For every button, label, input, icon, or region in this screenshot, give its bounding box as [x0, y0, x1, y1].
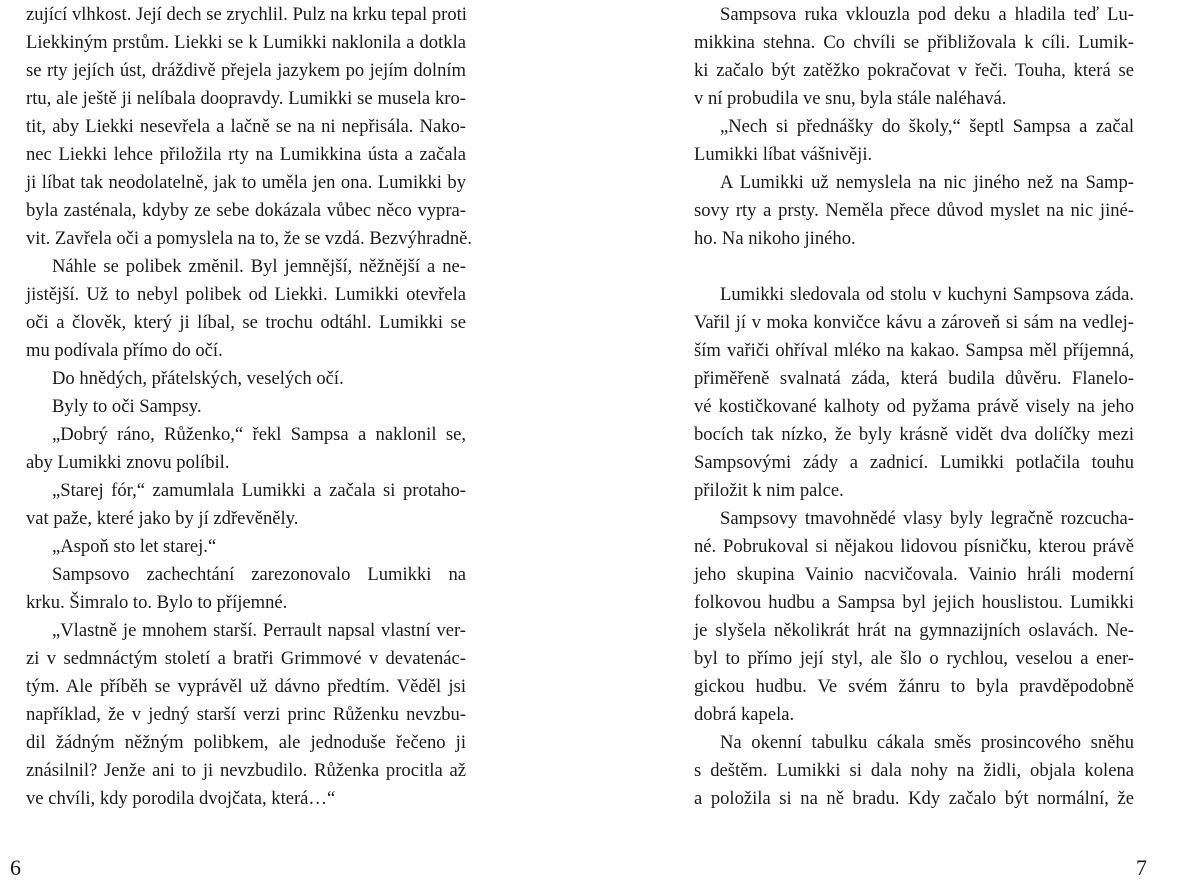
text-line: dobrá kapela.: [694, 704, 795, 725]
text-line: tit, aby Liekki nesevřela a lačně se na ni nepřisála. Nako-: [26, 116, 466, 137]
text-line: dil žádným něžným polibkem, ale jednoduše řečeno ji: [26, 732, 466, 753]
text-line: ším vařiči ohříval mléko na kakao. Sampsa měl příjemná,: [694, 340, 1134, 361]
text-line: znásilnil? Jenže ani to ji nevzbudilo. Růženka procitla až: [26, 760, 466, 781]
text-line: Byly to oči Sampsy.: [52, 396, 202, 417]
page-number-right: 7: [1136, 855, 1147, 880]
text-line: vé kostičkované kalhoty od pyžama právě visely na jeho: [694, 396, 1134, 417]
text-line: Na okenní tabulku cákala směs prosincového sněhu: [720, 732, 1134, 753]
text-line: Do hnědých, přátelských, veselých očí.: [52, 368, 344, 389]
text-line: vat paže, které jako by jí zdřevěněly.: [26, 508, 299, 529]
text-line: oči a člověk, který ji líbal, se trochu odtáhl. Lumikki se: [26, 312, 466, 333]
text-line: né. Pobrukoval si nějakou lidovou písničku, kterou právě: [694, 536, 1134, 557]
text-line: a položila si na ně bradu. Kdy začalo být normální, že: [694, 788, 1134, 809]
text-line: folkovou hudbu a Sampsa byl jejich houslistou. Lumikki: [694, 592, 1134, 613]
text-line: ji líbat tak neodolatelně, jak to uměla jen ona. Lumikki by: [26, 172, 466, 193]
text-line: přiměřeně svalnatá záda, která budila důvěru. Flanelo-: [694, 368, 1134, 389]
text-line: bocích tak nízko, že byly krásně vidět dva dolíčky mezi: [694, 424, 1134, 445]
left-page: [26, 0, 473, 889]
text-line: Sampsovými zády a zadnicí. Lumikki potlačila touhu: [694, 452, 1134, 473]
text-line: mu podívala přímo do očí.: [26, 340, 223, 361]
text-line: Lumikki sledovala od stolu v kuchyni Sampsova záda.: [720, 284, 1134, 305]
text-line: v ní probudila ve snu, byla stále naléhavá.: [694, 88, 1007, 109]
text-line: jeho skupina Vainio nacvičovala. Vainio hráli moderní: [694, 564, 1134, 585]
text-line: sovy rty a prsty. Neměla přece důvod myslet na nic jiné-: [694, 200, 1134, 221]
text-line: přiložit k nim palce.: [694, 480, 844, 501]
text-line: byla zasténala, kdyby ze sebe dokázala vůbec něco vypra-: [26, 200, 466, 221]
text-line: nec Liekki lehce přiložila rty na Lumikkina ústa a začala: [26, 144, 466, 165]
text-line: aby Lumikki znovu políbil.: [26, 452, 230, 473]
text-line: jistější. Už to nebyl polibek od Liekki. Lumikki otevřela: [26, 284, 466, 305]
text-line: „Aspoň sto let starej.“: [52, 536, 217, 557]
text-line: „Nech si přednášky do školy,“ šeptl Sampsa a začal: [720, 116, 1134, 137]
text-line: Náhle se polibek změnil. Byl jemnější, něžnější a ne-: [52, 256, 466, 277]
text-line: s deštěm. Lumikki si dala nohy na židli, objala kolena: [694, 760, 1134, 781]
text-line: zi v sedmnáctým století a bratři Grimmové v devatenác-: [26, 648, 466, 669]
page-number-left: 6: [10, 855, 21, 880]
text-line: Sampsovy tmavohnědé vlasy byly legračně rozcucha-: [720, 508, 1134, 529]
text-line: ve chvíli, kdy porodila dvojčata, která…“: [26, 788, 336, 809]
text-line: Vařil jí v moka konvičce kávu a zároveň si sám na vedlej-: [694, 312, 1134, 333]
text-line: mikkina stehna. Co chvíli se přibližovala k cíli. Lumik-: [694, 32, 1134, 53]
text-line: Liekkiným prstům. Liekki se k Lumikki naklonila a dotkla: [26, 32, 466, 53]
text-line: například, že v jedný starší verzi princ Růženku nevzbu-: [26, 704, 466, 725]
text-line: ki začalo být zatěžko pokračovat v řeči. Touha, která se: [694, 60, 1134, 81]
text-line: rtu, ale ještě ji nelíbala doopravdy. Lumikki se musela kro-: [26, 88, 466, 109]
text-line: Sampsovo zachechtání zarezonovalo Lumikki na: [52, 564, 466, 585]
text-line: se rty jejích úst, dráždivě přejela jazykem po jejím dolním: [26, 60, 466, 81]
text-line: tým. Ale příběh se vyprávěl už dávno předtím. Věděl jsi: [26, 676, 466, 697]
text-line: „Vlastně je mnohem starší. Perrault napsal vlastní ver-: [52, 620, 466, 641]
text-line: vit. Zavřela oči a pomyslela na to, že se vzdá. Bezvýhradně.: [26, 228, 473, 249]
text-line: Lumikki líbat vášnivěji.: [694, 144, 873, 165]
text-line: zující vlhkost. Její dech se zrychlil. Pulz na krku tepal proti: [26, 4, 467, 25]
text-line: byl to přímo její styl, ale šlo o rychlou, veselou a ener-: [694, 648, 1134, 669]
text-line: krku. Šimralo to. Bylo to příjemné.: [26, 592, 288, 613]
text-line: je slyšela několikrát hrát na gymnazijních oslavách. Ne-: [694, 620, 1134, 641]
text-line: gickou hudbu. Ve svém žánru to byla pravděpodobně: [694, 676, 1134, 697]
text-line: A Lumikki už nemyslela na nic jiného než na Samp-: [720, 172, 1134, 193]
text-line: „Starej fór,“ zamumlala Lumikki a začala si protaho-: [52, 480, 466, 501]
right-page: [694, 0, 1134, 889]
text-line: „Dobrý ráno, Růženko,“ řekl Sampsa a naklonil se,: [52, 424, 466, 445]
text-line: Sampsova ruka vklouzla pod deku a hladila teď Lu-: [720, 4, 1134, 25]
text-line: ho. Na nikoho jiného.: [694, 228, 856, 249]
